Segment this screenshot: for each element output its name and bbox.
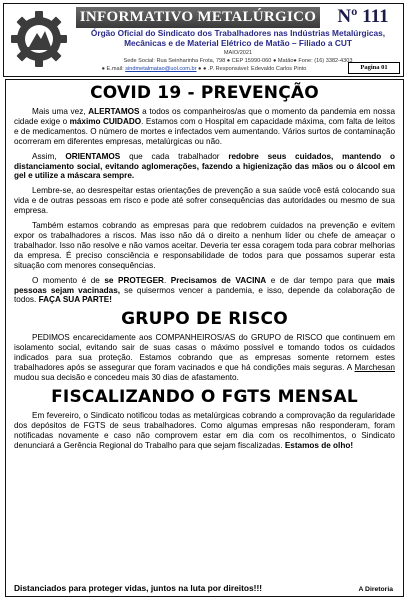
- text-run: a todos os companheiros/as que o momento da pandemia em nossa cidade exige o: [14, 107, 396, 126]
- text-run: Assim,: [32, 151, 66, 161]
- text-run: Em fevereiro, o Sindicato notificou todas as metalúrgicas cobrando a comprovação da regularidade dos depósitos de FGTS de seus trabalhadores. Como algumas empresas não responderam, foram notificadas novamente e caso não comprovem estar em dia com os recolhimentos, o Sindicato denunciará a Gerência Regional do Trabalho para que sejam fiscalizadas.: [14, 410, 395, 450]
- text-run: e de dar tempo para que: [266, 275, 377, 285]
- subtitle-line-1: Órgão Oficial do Sindicato dos Trabalhadores nas Indústrias Metalúrgicas,: [90, 28, 386, 38]
- risk-group-paragraph: [14, 333, 395, 383]
- covid-paragraph-2: [14, 152, 395, 182]
- bold-text-run: Precisamos de VACINA: [170, 275, 267, 285]
- underlined-text-run: Marchesan: [354, 363, 395, 373]
- text-run: . Estamos com o Hospital em capacidade máxima, com falta de leitos e de medicamentos. O número de mortes e infectados vem aumentando. Vários surtos de contaminação ocorreram em diferentes empresas, metalúrgicas ou não.: [14, 116, 395, 146]
- bold-text-run: se PROTEGER: [104, 275, 164, 285]
- address-line: Sede Social: Rua Seinharinha Frota, 798 ● CEP 15990-060 ● Matão● Fone: (16) 3382-4303: [123, 58, 353, 64]
- covid-heading: COVID 19 - PREVENÇÃO: [90, 83, 319, 103]
- bold-text-run: mais pessoas sejam vacinadas,: [14, 275, 395, 295]
- text-run: mudou sua decisão e concedeu mais 30 dias de afastamento.: [14, 372, 239, 382]
- text-run: PEDIMOS encarecidamente aos COMPANHEIROS/AS do GRUPO de RISCO que continuem em isolamento social, evitando sair de suas casas o máximo possível e tomando todos os cuidados indicados para sua proteção. Estamos cobrando que as empresas somente retornem estes trabalhadores após se assegurar que foram vacinados e que há condições mais seguras. A: [14, 333, 395, 373]
- article-body: [5, 79, 404, 597]
- covid-paragraph-4: [14, 221, 395, 271]
- fgts-paragraph: [14, 411, 395, 451]
- text-run: Mais uma vez,: [32, 107, 89, 116]
- page-label: Pagina 01: [348, 62, 400, 74]
- text-run: Também estamos cobrando as empresas para que redobrem cuidados na prevenção e evitem expor os trabalhadores a riscos. Mas isso não dá o direito a nenhum líder ou chefe de ameaçar o trabalhador. Isso não resolve e não vamos aceitar. Deveria ter essa coragem toda para cobrar melhorias da empresa. É preciso consciência e responsabilidade de todos para que possamos superar esta situação com menores consequências.: [14, 221, 395, 270]
- bold-text-run: Estamos de olho!: [284, 440, 354, 450]
- footer-line: [14, 583, 395, 593]
- text-run: .: [163, 275, 171, 285]
- issue-date: MAIO/2021: [223, 50, 253, 56]
- bold-text-run: ORIENTAMOS: [65, 151, 121, 161]
- email-link[interactable]: sindmetalmatao@uol.com.br: [125, 66, 197, 72]
- union-subtitle: [74, 29, 402, 48]
- fgts-heading: FISCALIZANDO O FGTS MENSAL: [51, 386, 358, 407]
- masthead: [3, 3, 404, 77]
- covid-paragraph-3: [14, 186, 395, 216]
- risk-group-heading: GRUPO DE RISCO: [121, 309, 288, 330]
- issue-number: Nº 111: [337, 6, 389, 27]
- text-run: O momento é de: [32, 275, 105, 285]
- newsletter-title: INFORMATIVO METALÚRGICO: [76, 7, 320, 28]
- covid-paragraph-1: [14, 107, 395, 147]
- covid-paragraph-5: [14, 276, 395, 306]
- responsible-text: ● ● .P. Responsável: Edevaldo Carlos Pinto: [196, 66, 307, 72]
- bold-text-run: redobre seus cuidados, mantendo o distanciamento social, evitando aglomerações, fazendo a higienização das mãos ou o álcool em gel e utilize a máscara sempre.: [14, 151, 395, 181]
- contact-line: [74, 66, 334, 72]
- email-prefix: ● E.mail:: [101, 66, 126, 72]
- footer-signature: A Diretoria: [358, 586, 393, 593]
- text-run: Lembre-se, ao desrespeitar estas orientações de prevenção a sua saúde você está colocando sua vida e de outras pessoas em risco e pode até sofrer consequências das autoridades ou mesmo de sua empresa.: [14, 186, 395, 216]
- bold-text-run: máximo CUIDADO: [69, 116, 142, 126]
- text-run: se quisermos vencer a pandemia, e isso, depende da colaboração de todos.: [14, 285, 395, 305]
- subtitle-line-2: Mecânicas e de Material Elétrico de Matão – Filiado a CUT: [124, 37, 352, 48]
- text-run: que cada trabalhador: [120, 151, 229, 161]
- bold-text-run: ALERTAMOS: [88, 107, 140, 116]
- footer-slogan: Distanciados para proteger vidas, juntos na luta por direitos!!!: [14, 583, 263, 593]
- union-gear-logo-icon: [7, 7, 71, 71]
- bold-text-run: FAÇA SUA PARTE!: [38, 295, 112, 305]
